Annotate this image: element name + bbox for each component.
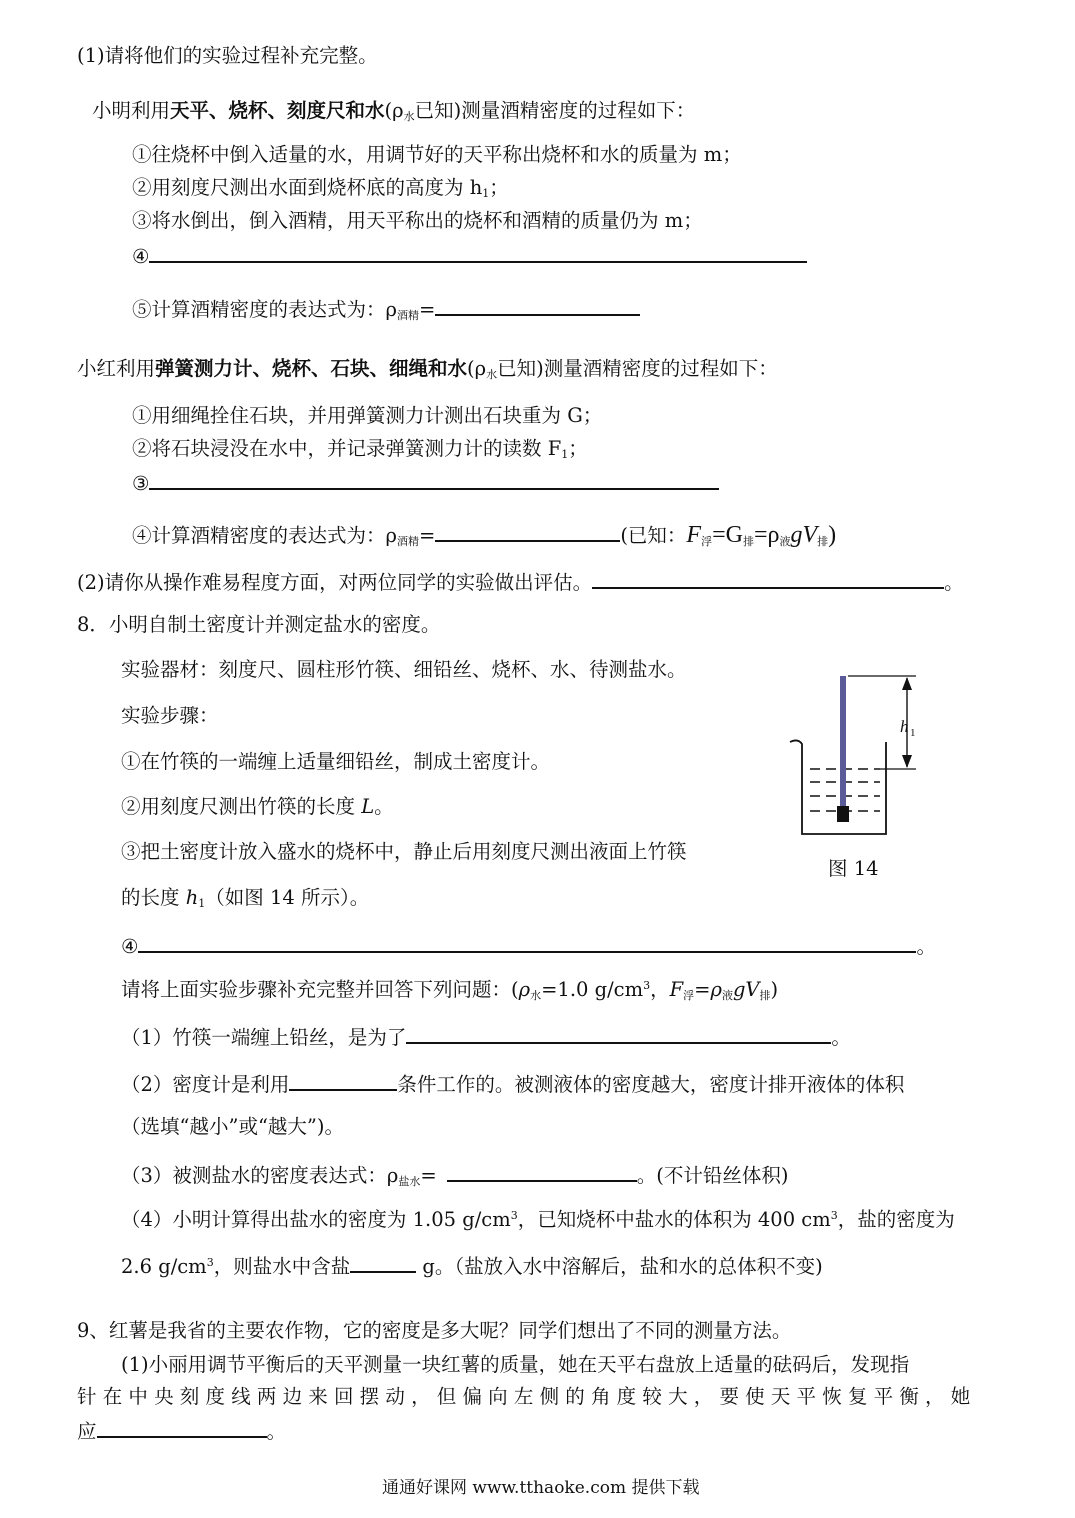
q8-answer-2: （2）密度计是利用 条件工作的。被测液体的密度越大，密度计排开液体的体积: [121, 1069, 904, 1098]
q8-title: 8．小明自制土密度计并测定盐水的密度。: [77, 613, 441, 636]
q9-para-3: 应 。: [77, 1416, 286, 1445]
q8-materials: 实验器材：刻度尺、圆柱形竹筷、细铅丝、烧杯、水、待测盐水。: [121, 658, 687, 681]
ming-step-4-blank[interactable]: [149, 241, 807, 263]
arrow-down-icon: [902, 755, 912, 768]
q8-answer-3-blank[interactable]: [447, 1160, 637, 1182]
q8-answer-1: （1）竹筷一端缠上铅丝，是为了 。: [121, 1022, 851, 1051]
q8-answer-4-blank[interactable]: [350, 1251, 416, 1273]
q7-intro: (1)请将他们的实验过程补充完整。: [77, 44, 378, 67]
ming-step-5: ⑤计算酒精密度的表达式为：ρ酒精=: [132, 294, 640, 326]
q8-step-3b: 的长度 h1（如图 14 所示）。: [121, 886, 370, 910]
q9-title: 9、红薯是我省的主要农作物，它的密度是多大呢？同学们想出了不同的测量方法。: [77, 1319, 792, 1342]
arrow-up-icon: [902, 677, 912, 690]
q8-step-4-blank[interactable]: [138, 931, 916, 953]
ming-step-2: ②用刻度尺测出水面到烧杯底的高度为 h1；: [132, 176, 509, 200]
h1-label: h: [900, 717, 909, 736]
q8-answer-4b: 2.6 $g/cm^3$，则盐水中含盐 g。（盐放入水中溶解后，盐和水的总体积不变): [121, 1251, 823, 1283]
q8-step-4: ④ 。: [121, 931, 936, 960]
h1-label-sub: 1: [910, 727, 916, 739]
hong-step-3: ③: [132, 468, 719, 497]
q9-answer-blank[interactable]: [97, 1416, 267, 1438]
ming-step-3: ③将水倒出，倒入酒精，用天平称出的烧杯和酒精的质量仍为 m；: [132, 209, 703, 232]
hong-step-2: ②将石块浸没在水中，并记录弹簧测力计的读数 F1；: [132, 437, 588, 461]
bamboo-rod: [840, 676, 846, 816]
q8-answer-2-blank[interactable]: [289, 1069, 397, 1091]
q8-steps-label: 实验步骤：: [121, 704, 219, 727]
q8-answer-1-blank[interactable]: [406, 1022, 831, 1044]
figure-caption: 图 14: [828, 857, 879, 880]
footer-source: 通通好课网 www.tthaoke.com 提供下载: [382, 1478, 700, 1498]
q7-part2: (2)请你从操作难易程度方面，对两位同学的实验做出评估。 。: [77, 567, 964, 596]
ming-lead: 小明利用天平、烧杯、刻度尺和水(ρ水已知)测量酒精密度的过程如下：: [92, 99, 696, 123]
hong-step-3-blank[interactable]: [149, 468, 719, 490]
hong-density-blank[interactable]: [435, 520, 620, 542]
evaluation-blank[interactable]: [592, 567, 944, 589]
ming-step-4: ④: [132, 241, 807, 270]
q9-para-2: 针 在 中 央 刻 度 线 两 边 来 回 摆 动 ， 但 偏 向 左 侧 的 角 度 较 大 ， 要 使 天 平 恢 复 平 衡 ， 她: [77, 1385, 971, 1408]
ming-density-blank[interactable]: [435, 294, 640, 316]
q8-instructions: 请将上面实验步骤补充完整并回答下列问题：(ρ水=1.0 $g/cm^3$，F浮=ρ液gV排): [121, 978, 779, 1002]
q8-answer-3: （3）被测盐水的密度表达式：ρ盐水= 。(不计铅丝体积): [121, 1160, 788, 1192]
q9-para-1: (1)小丽用调节平衡后的天平测量一块红薯的质量，她在天平右盘放上适量的砝码后，发现指: [121, 1353, 910, 1376]
lead-wire-weight: [837, 806, 849, 822]
ming-step-1: ①往烧杯中倒入适量的水，用调节好的天平称出烧杯和水的质量为 m；: [132, 143, 742, 166]
q8-step-3: ③把土密度计放入盛水的烧杯中，静止后用刻度尺测出液面上竹筷: [121, 840, 687, 863]
q8-step-2: ②用刻度尺测出竹筷的长度 L。: [121, 795, 394, 818]
hong-step-1: ①用细绳拴住石块，并用弹簧测力计测出石块重为 G；: [132, 404, 603, 427]
figure-14-beaker: [780, 668, 930, 883]
hong-step-4: ④计算酒精密度的表达式为：ρ酒精= (已知：F浮=G排=ρ液gV排): [132, 522, 837, 548]
q8-answer-4: （4）小明计算得出盐水的密度为 1.05 $g/cm^3$，已知烧杯中盐水的体积为 400 $cm^3$，盐的密度为: [121, 1208, 955, 1231]
q8-answer-2b: （选填“越小”或“越大”)。: [121, 1115, 344, 1138]
hong-lead: 小红利用弹簧测力计、烧杯、石块、细绳和水(ρ水已知)测量酒精密度的过程如下：: [77, 357, 778, 381]
q8-step-1: ①在竹筷的一端缠上适量细铅丝，制成土密度计。: [121, 750, 551, 773]
